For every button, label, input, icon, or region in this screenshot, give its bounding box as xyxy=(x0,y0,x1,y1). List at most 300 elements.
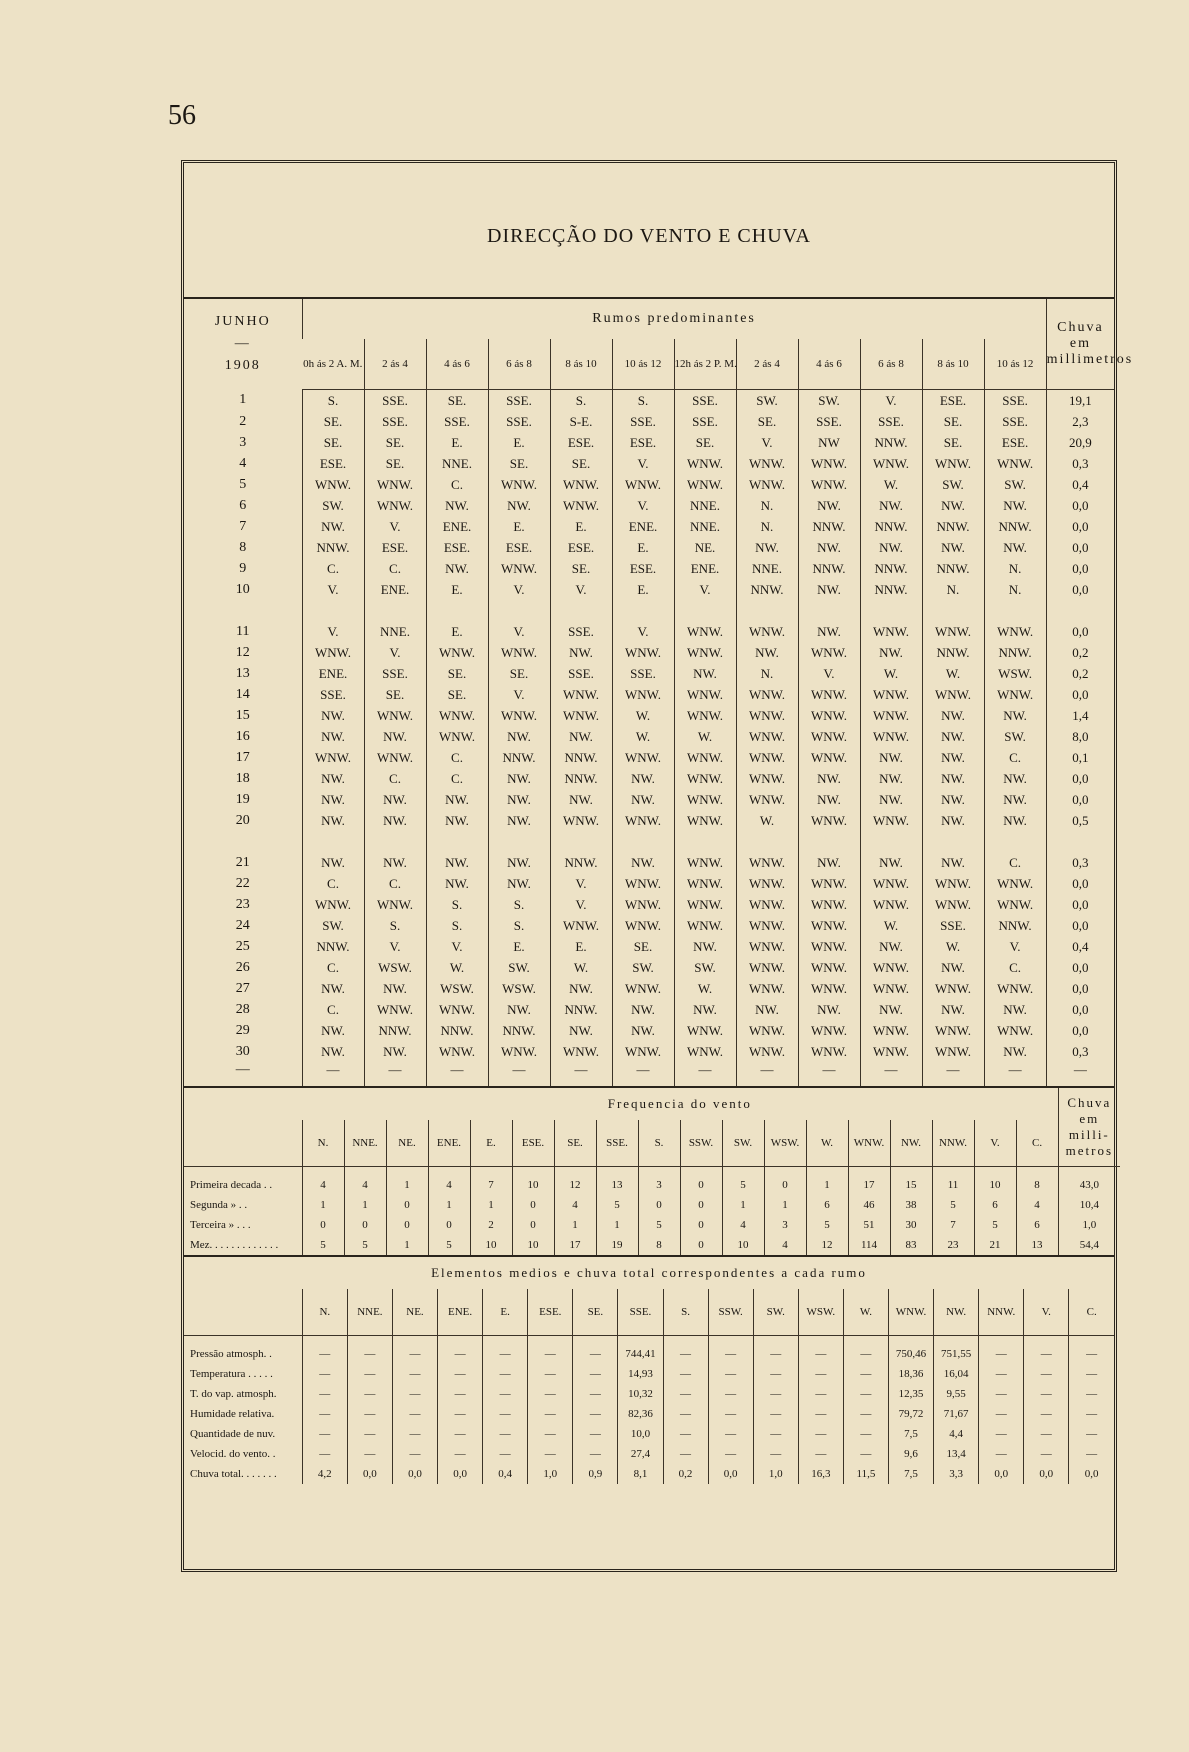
direction-cell: WNW. xyxy=(860,684,922,705)
frequency-cell: 3 xyxy=(638,1167,680,1196)
frequency-cell: 4 xyxy=(1016,1195,1058,1215)
element-cell: — xyxy=(392,1364,437,1384)
element-cell: — xyxy=(753,1444,798,1464)
direction-cell: WNW. xyxy=(550,474,612,495)
table-row xyxy=(184,1020,1114,1041)
direction-cell: SE. xyxy=(364,453,426,474)
direction-cell: E. xyxy=(426,432,488,453)
table-row xyxy=(184,642,1114,663)
element-cell: — xyxy=(483,1336,528,1365)
direction-cell: WNW. xyxy=(984,684,1046,705)
element-cell: 0,0 xyxy=(438,1464,483,1484)
direction-cell: WNW. xyxy=(736,852,798,873)
element-cell: — xyxy=(1024,1424,1069,1444)
dash-cell: — xyxy=(984,1062,1046,1086)
direction-cell: ESE. xyxy=(984,432,1046,453)
spacer-cell xyxy=(426,600,488,621)
element-cell: 27,4 xyxy=(618,1444,663,1464)
element-cell: — xyxy=(347,1404,392,1424)
rain-cell: 0,3 xyxy=(1046,453,1114,474)
element-cell: — xyxy=(663,1336,708,1365)
element-cell: — xyxy=(483,1404,528,1424)
table-row xyxy=(184,789,1114,810)
direction-cell: V. xyxy=(612,495,674,516)
table-row xyxy=(184,726,1114,747)
table-row xyxy=(184,747,1114,768)
direction-cell: NW. xyxy=(922,747,984,768)
rain-header: Chuva em milli-metros xyxy=(1058,1088,1120,1167)
dash-cell: — xyxy=(550,1062,612,1086)
direction-cell: E. xyxy=(550,936,612,957)
direction-cell: SE. xyxy=(550,558,612,579)
direction-cell: WNW. xyxy=(860,705,922,726)
direction-cell: W. xyxy=(860,474,922,495)
direction-cell: WNW. xyxy=(984,894,1046,915)
element-cell: — xyxy=(573,1404,618,1424)
direction-cell: WSW. xyxy=(426,978,488,999)
element-cell: — xyxy=(438,1444,483,1464)
direction-header: WNW. xyxy=(848,1120,890,1167)
direction-header: S. xyxy=(663,1289,708,1336)
direction-cell: SSE. xyxy=(302,684,364,705)
direction-header: SE. xyxy=(554,1120,596,1167)
frequency-cell: 0 xyxy=(344,1215,386,1235)
row-label: Segunda » . . xyxy=(190,1199,248,1211)
direction-cell: N. xyxy=(736,495,798,516)
frequency-cell: 5 xyxy=(932,1195,974,1215)
rain-cell: 0,0 xyxy=(1046,999,1114,1020)
direction-cell: NNW. xyxy=(736,579,798,600)
direction-cell: NNW. xyxy=(798,558,860,579)
frequency-cell: 13 xyxy=(1016,1235,1058,1255)
direction-cell: NW. xyxy=(364,810,426,831)
direction-cell: SE. xyxy=(426,663,488,684)
element-cell: 14,93 xyxy=(618,1364,663,1384)
direction-cell: ESE. xyxy=(612,432,674,453)
dash-cell: — xyxy=(674,1062,736,1086)
table-row xyxy=(184,663,1114,684)
direction-cell: WNW. xyxy=(736,1020,798,1041)
rain-cell: 19,1 xyxy=(1046,390,1114,412)
direction-cell: ESE. xyxy=(550,432,612,453)
element-cell: — xyxy=(573,1424,618,1444)
direction-cell: SSE. xyxy=(426,411,488,432)
day-cell: 10 xyxy=(235,581,250,597)
element-cell: — xyxy=(347,1424,392,1444)
day-cell: 23 xyxy=(235,896,250,912)
blank-cell xyxy=(184,1289,302,1336)
frequency-cell: 0 xyxy=(680,1167,722,1196)
direction-cell: WNW. xyxy=(302,747,364,768)
direction-cell: WNW. xyxy=(364,999,426,1020)
direction-cell: NNW. xyxy=(860,579,922,600)
day-cell: 21 xyxy=(235,854,250,870)
direction-cell: NW. xyxy=(798,999,860,1020)
direction-cell: WNW. xyxy=(550,1041,612,1062)
frequency-cell: 0 xyxy=(680,1235,722,1255)
element-cell: 0,0 xyxy=(979,1464,1024,1484)
direction-cell: WNW. xyxy=(736,873,798,894)
direction-cell: SE. xyxy=(674,432,736,453)
direction-cell: WNW. xyxy=(426,705,488,726)
frequency-cell: 19 xyxy=(596,1235,638,1255)
frequency-cell: 5 xyxy=(344,1235,386,1255)
table-row xyxy=(184,1041,1114,1062)
direction-cell: W. xyxy=(922,663,984,684)
direction-header: C. xyxy=(1069,1289,1114,1336)
direction-cell: WNW. xyxy=(674,789,736,810)
frequency-cell: 5 xyxy=(302,1235,344,1255)
direction-cell: V. xyxy=(364,936,426,957)
direction-cell: WNW. xyxy=(426,1041,488,1062)
direction-cell: NW. xyxy=(488,852,550,873)
element-cell: 7,5 xyxy=(888,1464,933,1484)
frequency-cell: 1 xyxy=(428,1195,470,1215)
direction-cell: NNW. xyxy=(302,936,364,957)
rain-cell: 0,0 xyxy=(1046,915,1114,936)
direction-cell: SW. xyxy=(302,915,364,936)
direction-cell: NW. xyxy=(860,768,922,789)
direction-cell: WNW. xyxy=(736,978,798,999)
frequency-cell: 30 xyxy=(890,1215,932,1235)
frequency-cell: 6 xyxy=(806,1195,848,1215)
element-cell: — xyxy=(708,1364,753,1384)
element-cell: 9,55 xyxy=(934,1384,979,1404)
direction-header: SSE. xyxy=(596,1120,638,1167)
direction-cell: NNW. xyxy=(550,768,612,789)
direction-cell: WNW. xyxy=(984,873,1046,894)
element-cell: — xyxy=(843,1384,888,1404)
direction-cell: WNW. xyxy=(612,873,674,894)
direction-cell: V. xyxy=(488,684,550,705)
direction-cell: V. xyxy=(550,873,612,894)
direction-cell: NNW. xyxy=(860,432,922,453)
element-cell: — xyxy=(753,1364,798,1384)
frequency-cell: 0 xyxy=(680,1195,722,1215)
element-cell: — xyxy=(573,1364,618,1384)
element-cell: — xyxy=(392,1444,437,1464)
row-label: Temperatura . . . . . xyxy=(190,1368,273,1380)
element-cell: — xyxy=(708,1336,753,1365)
direction-cell: NW. xyxy=(922,789,984,810)
rumos-group-header: Rumos predominantes xyxy=(302,299,1046,339)
frequency-cell: 4 xyxy=(764,1235,806,1255)
direction-cell: WNW. xyxy=(736,747,798,768)
dash-cell: — xyxy=(922,1062,984,1086)
element-cell: — xyxy=(573,1444,618,1464)
direction-cell: SSE. xyxy=(984,390,1046,412)
frequency-cell: 51 xyxy=(848,1215,890,1235)
direction-cell: SE. xyxy=(302,432,364,453)
frequency-cell: 15 xyxy=(890,1167,932,1196)
row-label: Chuva total. . . . . . . xyxy=(190,1468,277,1480)
direction-cell: NW. xyxy=(364,1041,426,1062)
direction-cell: NW. xyxy=(426,810,488,831)
rain-cell: 0,0 xyxy=(1046,684,1114,705)
direction-cell: N. xyxy=(736,516,798,537)
direction-cell: S. xyxy=(488,894,550,915)
direction-cell: NW. xyxy=(488,873,550,894)
dash-cell: — xyxy=(235,1062,250,1077)
table-row xyxy=(184,1464,1114,1484)
direction-header: N. xyxy=(302,1289,347,1336)
element-cell: — xyxy=(438,1336,483,1365)
direction-cell: NNW. xyxy=(922,642,984,663)
direction-cell: WNW. xyxy=(612,642,674,663)
spacer-cell xyxy=(184,831,302,852)
element-cell: — xyxy=(979,1384,1024,1404)
direction-cell: SE. xyxy=(736,411,798,432)
direction-header: SE. xyxy=(573,1289,618,1336)
direction-cell: NW. xyxy=(550,978,612,999)
direction-cell: WNW. xyxy=(364,705,426,726)
direction-cell: NW. xyxy=(426,495,488,516)
direction-cell: V. xyxy=(612,621,674,642)
direction-cell: W. xyxy=(860,663,922,684)
day-cell: 29 xyxy=(235,1022,250,1038)
direction-cell: NW. xyxy=(674,663,736,684)
spacer-cell xyxy=(302,831,364,852)
table-row xyxy=(184,978,1114,999)
direction-cell: W. xyxy=(736,810,798,831)
element-cell: — xyxy=(302,1364,347,1384)
direction-cell: N. xyxy=(922,579,984,600)
direction-cell: WNW. xyxy=(798,453,860,474)
table-row xyxy=(184,1384,1114,1404)
element-cell: — xyxy=(753,1424,798,1444)
direction-cell: WNW. xyxy=(860,453,922,474)
direction-cell: WNW. xyxy=(736,936,798,957)
element-cell: — xyxy=(573,1384,618,1404)
element-cell: — xyxy=(798,1424,843,1444)
direction-header: N. xyxy=(302,1120,344,1167)
element-cell: 0,0 xyxy=(708,1464,753,1484)
direction-cell: SW. xyxy=(302,495,364,516)
spacer-cell xyxy=(426,831,488,852)
direction-cell: WNW. xyxy=(922,1041,984,1062)
element-cell: — xyxy=(573,1336,618,1365)
direction-cell: WNW. xyxy=(798,642,860,663)
direction-cell: S. xyxy=(488,915,550,936)
row-label: Primeira decada . . xyxy=(190,1179,273,1191)
direction-cell: NW xyxy=(798,432,860,453)
direction-cell: WNW. xyxy=(922,1020,984,1041)
interval-header: 2 ás 4 xyxy=(736,339,798,390)
direction-cell: NW. xyxy=(612,768,674,789)
table-row xyxy=(184,768,1114,789)
direction-cell: WNW. xyxy=(612,810,674,831)
direction-cell: WNW. xyxy=(860,1020,922,1041)
element-cell: — xyxy=(979,1336,1024,1365)
direction-cell: NW. xyxy=(984,1041,1046,1062)
element-cell: 744,41 xyxy=(618,1336,663,1365)
frequency-cell: 1 xyxy=(764,1195,806,1215)
dash-cell: — xyxy=(1046,1062,1114,1086)
direction-cell: SSE. xyxy=(798,411,860,432)
frequency-cell: 10 xyxy=(974,1167,1016,1196)
element-cell: — xyxy=(753,1384,798,1404)
element-cell: — xyxy=(438,1364,483,1384)
element-cell: — xyxy=(302,1336,347,1365)
table-row xyxy=(184,537,1114,558)
frequency-cell: 6 xyxy=(1016,1215,1058,1235)
direction-cell: NW. xyxy=(488,768,550,789)
direction-cell: NW. xyxy=(488,789,550,810)
interval-header: 6 ás 8 xyxy=(860,339,922,390)
element-cell: — xyxy=(347,1336,392,1365)
direction-cell: SSE. xyxy=(488,411,550,432)
frequency-cell: 13 xyxy=(596,1167,638,1196)
element-cell: — xyxy=(979,1444,1024,1464)
rain-cell: 0,0 xyxy=(1046,558,1114,579)
frequency-cell: 17 xyxy=(554,1235,596,1255)
frequency-cell: 21 xyxy=(974,1235,1016,1255)
direction-cell: NW. xyxy=(798,768,860,789)
table-row xyxy=(184,1404,1114,1424)
element-cell: — xyxy=(392,1404,437,1424)
direction-cell: WNW. xyxy=(798,726,860,747)
direction-cell: WNW. xyxy=(612,474,674,495)
direction-cell: NW. xyxy=(860,537,922,558)
element-cell: — xyxy=(708,1384,753,1404)
direction-cell: NW. xyxy=(922,768,984,789)
direction-cell: WNW. xyxy=(736,474,798,495)
direction-cell: NW. xyxy=(984,768,1046,789)
rain-cell: 0,0 xyxy=(1046,957,1114,978)
frequency-cell: 7 xyxy=(470,1167,512,1196)
direction-cell: NW. xyxy=(612,852,674,873)
direction-cell: WNW. xyxy=(550,915,612,936)
direction-cell: WNW. xyxy=(860,726,922,747)
direction-cell: NNW. xyxy=(860,516,922,537)
frequency-cell: 5 xyxy=(596,1195,638,1215)
element-cell: — xyxy=(1024,1404,1069,1424)
direction-cell: NW. xyxy=(984,495,1046,516)
interval-header: 0h ás 2 A. M. xyxy=(302,339,364,390)
rain-cell: 0,0 xyxy=(1046,537,1114,558)
spacer-cell xyxy=(674,600,736,621)
spacer-cell xyxy=(302,600,364,621)
element-cell: — xyxy=(1024,1336,1069,1365)
day-cell: 19 xyxy=(235,791,250,807)
element-cell: — xyxy=(483,1424,528,1444)
direction-cell: W. xyxy=(860,915,922,936)
day-cell: 18 xyxy=(235,770,250,786)
direction-cell: WNW. xyxy=(674,684,736,705)
direction-header: ESE. xyxy=(528,1289,573,1336)
direction-cell: WNW. xyxy=(674,705,736,726)
direction-cell: NW. xyxy=(612,789,674,810)
direction-cell: NW. xyxy=(426,789,488,810)
element-cell: 7,5 xyxy=(888,1424,933,1444)
direction-cell: S. xyxy=(426,915,488,936)
frequency-cell: 0 xyxy=(764,1167,806,1196)
direction-cell: NW. xyxy=(922,810,984,831)
direction-header: E. xyxy=(470,1120,512,1167)
direction-cell: WNW. xyxy=(674,747,736,768)
direction-cell: WNW. xyxy=(860,1041,922,1062)
frequency-cell: 4 xyxy=(344,1167,386,1196)
direction-cell: NW. xyxy=(364,789,426,810)
direction-cell: NW. xyxy=(798,789,860,810)
element-cell: 9,6 xyxy=(888,1444,933,1464)
direction-header: NW. xyxy=(890,1120,932,1167)
interval-header: 10 ás 12 xyxy=(984,339,1046,390)
page-title: DIRECÇÃO DO VENTO E CHUVA xyxy=(487,225,811,247)
direction-cell: WNW. xyxy=(674,852,736,873)
table-row xyxy=(184,999,1114,1020)
interval-header: 10 ás 12 xyxy=(612,339,674,390)
blank-cell xyxy=(184,1120,302,1167)
frequency-cell: 0 xyxy=(512,1195,554,1215)
day-cell: 11 xyxy=(236,623,250,639)
direction-cell: V. xyxy=(736,432,798,453)
direction-cell: WNW. xyxy=(674,642,736,663)
direction-cell: SSE. xyxy=(364,411,426,432)
direction-cell: SSE. xyxy=(612,663,674,684)
element-cell: — xyxy=(663,1404,708,1424)
spacer-cell xyxy=(860,831,922,852)
day-cell: 8 xyxy=(239,539,247,555)
direction-cell: WNW. xyxy=(798,474,860,495)
element-cell: — xyxy=(1069,1404,1114,1424)
direction-cell: NW. xyxy=(860,495,922,516)
direction-header: V. xyxy=(1024,1289,1069,1336)
direction-cell: NW. xyxy=(302,726,364,747)
direction-cell: NNW. xyxy=(550,747,612,768)
direction-cell: SSE. xyxy=(612,411,674,432)
direction-cell: WNW. xyxy=(550,684,612,705)
rain-cell: 0,4 xyxy=(1046,936,1114,957)
frequency-cell: 0 xyxy=(638,1195,680,1215)
direction-cell: WNW. xyxy=(612,978,674,999)
interval-header: 8 ás 10 xyxy=(922,339,984,390)
direction-cell: WNW. xyxy=(550,495,612,516)
table-row xyxy=(184,579,1114,600)
element-cell: — xyxy=(1024,1444,1069,1464)
direction-cell: NW. xyxy=(798,621,860,642)
direction-cell: C. xyxy=(426,747,488,768)
direction-cell: SW. xyxy=(922,474,984,495)
element-cell: — xyxy=(979,1364,1024,1384)
page-number: 56 xyxy=(168,100,196,131)
element-cell: 4,4 xyxy=(934,1424,979,1444)
direction-cell: WNW. xyxy=(860,810,922,831)
month-year-header xyxy=(184,299,302,390)
direction-cell: NW. xyxy=(860,936,922,957)
element-cell: 12,35 xyxy=(888,1384,933,1404)
frequency-cell: 5 xyxy=(638,1215,680,1235)
direction-cell: SW. xyxy=(798,390,860,412)
element-cell: — xyxy=(1024,1384,1069,1404)
day-cell: 26 xyxy=(235,959,250,975)
month-rule: — xyxy=(234,336,251,352)
spacer-cell xyxy=(922,600,984,621)
table-row xyxy=(184,957,1114,978)
direction-cell: NW. xyxy=(550,789,612,810)
element-cell: — xyxy=(1069,1384,1114,1404)
dash-cell: — xyxy=(302,1062,364,1086)
direction-cell: NW. xyxy=(612,999,674,1020)
frequency-cell: 10 xyxy=(722,1235,764,1255)
direction-cell: NNW. xyxy=(922,516,984,537)
table-row xyxy=(184,1364,1114,1384)
direction-cell: S. xyxy=(364,915,426,936)
direction-cell: WNW. xyxy=(860,894,922,915)
day-cell: 20 xyxy=(235,812,250,828)
element-cell: — xyxy=(483,1444,528,1464)
direction-cell: WNW. xyxy=(798,936,860,957)
